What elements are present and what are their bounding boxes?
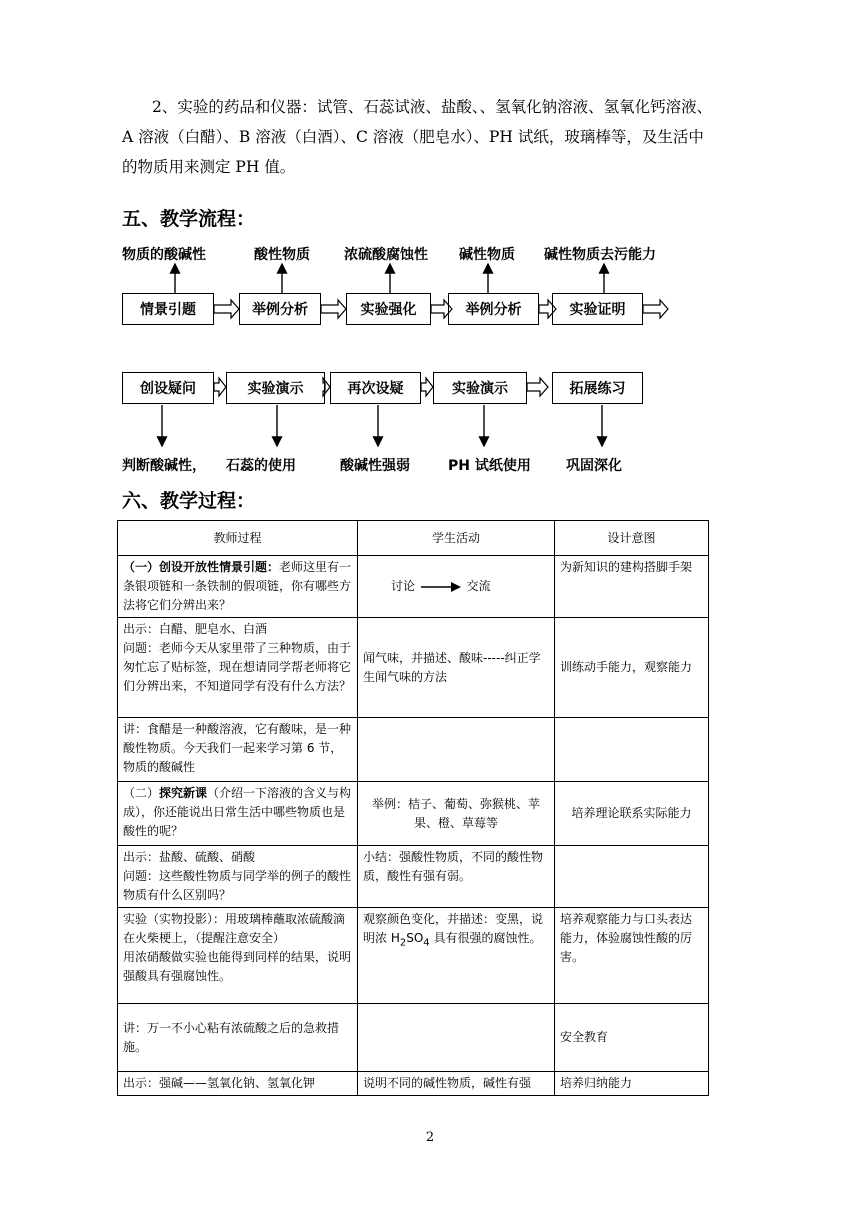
flow-top-label-4: 碱性物质 xyxy=(459,247,515,263)
stage-title: 探究新课 xyxy=(159,786,208,800)
teaching-process-table xyxy=(117,520,709,1096)
table-header-row xyxy=(118,521,709,556)
flow-box-experiment-proof: 实验证明 xyxy=(552,293,643,325)
flow-top-label-1: 物质的酸碱性 xyxy=(122,247,206,263)
student-cell xyxy=(358,718,555,782)
header-design-intent: 设计意图 xyxy=(555,521,709,556)
student-text: SO xyxy=(406,931,424,945)
intent-cell xyxy=(555,846,709,908)
flow-box-example-analysis: 举例分析 xyxy=(239,293,321,325)
discuss-text: 讨论 xyxy=(391,579,416,593)
flow-top-label-5: 碱性物质去污能力 xyxy=(544,247,656,263)
student-text: 观察颜色变化，并描述：变黑，说明浓 H xyxy=(363,912,544,945)
teacher-text: 老师这里有一条银项链和一条铁制的假项链，你有哪些方法将它们分辨出来？ xyxy=(123,560,352,612)
teacher-cell xyxy=(118,782,358,846)
teacher-text: （介绍一下溶液的含义与构成），你还能说出日常生活中哪些物质也是酸性的呢？ xyxy=(123,786,352,838)
flow-top-label-2: 酸性物质 xyxy=(254,247,310,263)
teacher-cell xyxy=(118,556,358,618)
flow-box-scenario-intro: 情景引题 xyxy=(122,293,214,325)
teacher-text-line: 问题：老师今天从家里带了三种物质，由于匆忙忘了贴标签，现在想请同学帮老师将它们分辨出来，不知道同学有没有什么方法？ xyxy=(123,641,352,693)
intent-cell: 培养归纳能力 xyxy=(555,1072,709,1096)
exchange-text: 交流 xyxy=(466,579,491,593)
flow-box-raise-question: 创设疑问 xyxy=(122,372,214,404)
teacher-cell xyxy=(118,846,358,908)
flow-bottom-label-3: 酸碱性强弱 xyxy=(340,458,410,474)
flow-bottom-label-5: 巩固深化 xyxy=(566,458,622,474)
flow-connectors xyxy=(0,0,860,480)
flow-box-experiment-demo: 实验演示 xyxy=(226,372,325,404)
flow-bottom-label-2: 石蕊的使用 xyxy=(226,458,296,474)
header-student-activity: 学生活动 xyxy=(358,521,555,556)
table-row xyxy=(118,718,709,782)
intro-line-2: A 溶液（白醋）、B 溶液（白酒）、C 溶液（肥皂水）、PH 试纸，玻璃棒等，及生活中 xyxy=(122,128,704,146)
teacher-cell: 讲：万一不小心粘有浓硫酸之后的急救措施。 xyxy=(118,1004,358,1072)
student-cell: 小结：强酸性物质，不同的酸性物质，酸性有强有弱。 xyxy=(358,846,555,908)
flow-bottom-label-1: 判断酸碱性， xyxy=(122,458,206,474)
intent-cell: 培养观察能力与口头表达能力，体验腐蚀性酸的厉害。 xyxy=(555,908,709,1004)
teacher-cell: 出示：强碱——氢氧化钠、氢氧化钾 xyxy=(118,1072,358,1096)
subscript: 2 xyxy=(399,937,407,949)
flow-box-experiment-reinforce: 实验强化 xyxy=(346,293,431,325)
flow-box-extension-practice: 拓展练习 xyxy=(552,372,643,404)
student-cell xyxy=(358,556,555,618)
student-cell: 说明不同的碱性物质，碱性有强 xyxy=(358,1072,555,1096)
flow-bottom-label-4: PH 试纸使用 xyxy=(448,458,531,474)
teacher-cell: 讲：食醋是一种酸溶液，它有酸味，是一种酸性物质。今天我们一起来学习第 6 节，物质的酸碱性 xyxy=(118,718,358,782)
flow-box-experiment-demo-2: 实验演示 xyxy=(433,372,527,404)
intro-line-3: 的物质用来测定 PH 值。 xyxy=(122,158,296,176)
table-row xyxy=(118,556,709,618)
table-row xyxy=(118,1072,709,1096)
section-6-title: 六、教学过程： xyxy=(122,490,256,512)
teacher-text-line: 出示：盐酸、硫酸、硝酸 xyxy=(123,850,256,864)
header-teacher-process: 教师过程 xyxy=(118,521,358,556)
teaching-flow-diagram xyxy=(0,0,860,480)
teacher-cell xyxy=(118,908,358,1004)
student-cell: 闻气味，并描述、酸味-----纠正学生闻气味的方法 xyxy=(358,618,555,718)
table-row xyxy=(118,908,709,1004)
stage-title: （一）创设开放性情景引题： xyxy=(123,560,280,574)
intro-line-1: 2、实验的药品和仪器：试管、石蕊试液、盐酸、、氢氧化钠溶液、氢氧化钙溶液、 xyxy=(152,98,713,116)
intent-cell xyxy=(555,718,709,782)
page-number: 2 xyxy=(425,1130,435,1145)
intent-cell: 培养理论联系实际能力 xyxy=(555,782,709,846)
intent-cell: 训练动手能力，观察能力 xyxy=(555,618,709,718)
flow-top-label-3: 浓硫酸腐蚀性 xyxy=(344,247,428,263)
teacher-text-line: 问题：这些酸性物质与同学举的例子的酸性物质有什么区别吗？ xyxy=(123,869,352,902)
student-text: 具有很强的腐蚀性。 xyxy=(429,931,542,945)
discuss-exchange xyxy=(363,577,549,596)
teacher-text-line: 实验（实物投影）：用玻璃棒蘸取浓硫酸滴在火柴梗上，（提醒注意安全） xyxy=(123,912,346,945)
intent-cell: 安全教育 xyxy=(555,1004,709,1072)
student-cell: 举例：桔子、葡萄、弥猴桃、苹果、橙、草莓等 xyxy=(358,782,555,846)
arrow-right-icon xyxy=(419,581,463,593)
table-row xyxy=(118,782,709,846)
flow-box-question-again: 再次设疑 xyxy=(330,372,421,404)
stage-prefix: （二） xyxy=(123,786,160,800)
table-row xyxy=(118,846,709,908)
student-cell xyxy=(358,1004,555,1072)
intent-cell: 为新知识的建构搭脚手架 xyxy=(555,556,709,618)
teacher-cell xyxy=(118,618,358,718)
section-5-title: 五、教学流程： xyxy=(122,208,256,230)
student-cell xyxy=(358,908,555,1004)
table-row xyxy=(118,1004,709,1072)
teacher-text-line: 用浓硝酸做实验也能得到同样的结果，说明强酸具有强腐蚀性。 xyxy=(123,950,352,983)
teacher-text-line: 出示：白醋、肥皂水、白酒 xyxy=(123,622,268,636)
subscript: 4 xyxy=(423,937,430,949)
flow-box-example-analysis-2: 举例分析 xyxy=(448,293,539,325)
table-row xyxy=(118,618,709,718)
